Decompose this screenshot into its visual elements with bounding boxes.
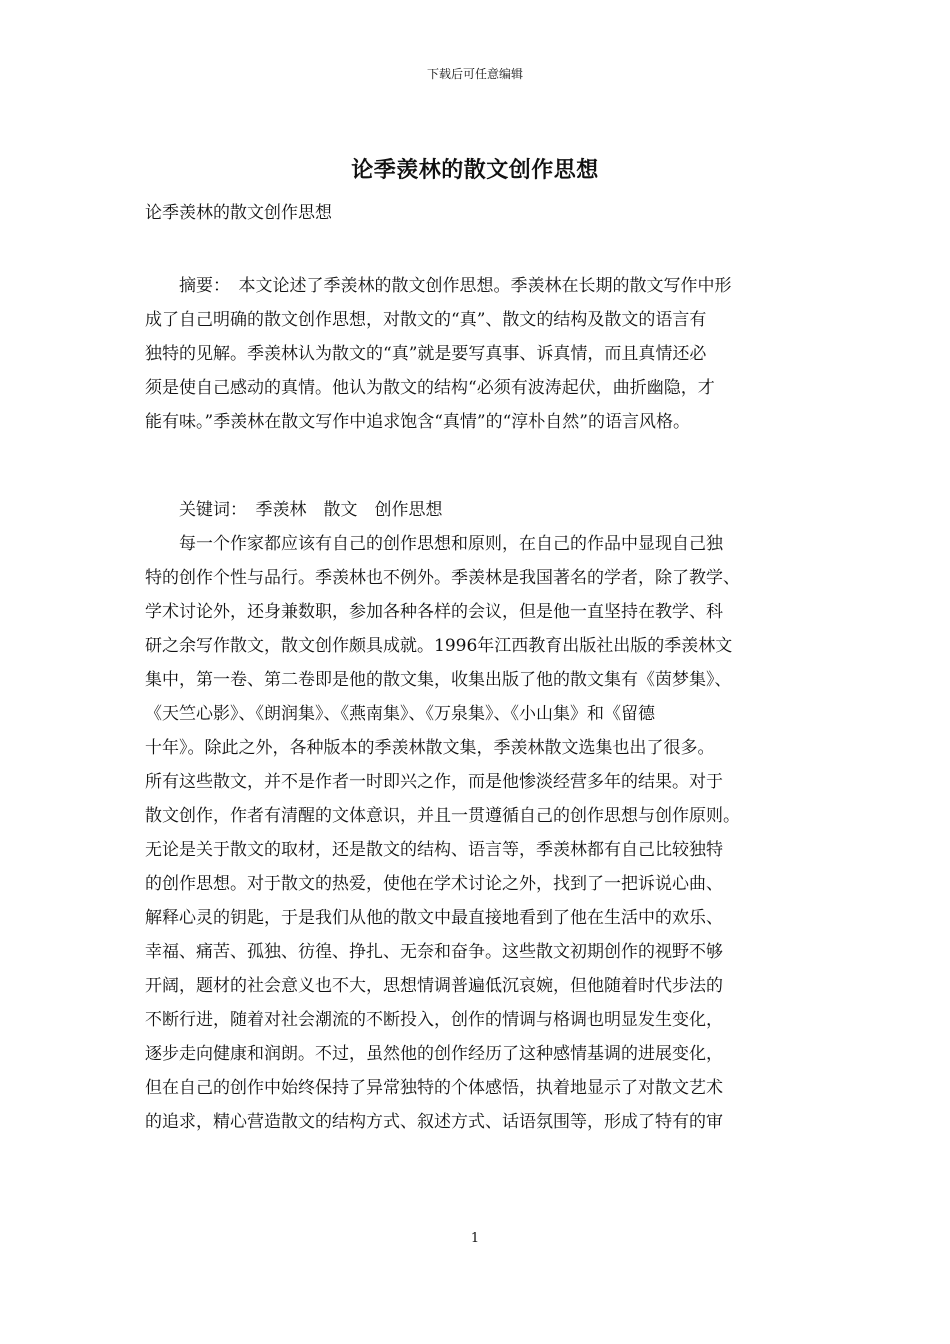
abstract-line: 成了自己明确的散文创作思想，对散文的“真”、散文的结构及散文的语言有 — [145, 310, 707, 330]
page-header: 下载后可任意编辑 — [426, 67, 523, 81]
document-subtitle: 论季羡林的散文创作思想 — [145, 203, 332, 223]
abstract-line: 摘要： 本文论述了季羡林的散文创作思想。季羡林在长期的散文写作中形 — [145, 276, 732, 296]
body-line: 的创作思想。对于散文的热爱，使他在学术讨论之外，找到了一把诉说心曲、 — [145, 874, 723, 894]
body-line: 散文创作，作者有清醒的文体意识，并且一贯遵循自己的创作思想与创作原则。 — [145, 806, 740, 826]
body-line: 所有这些散文，并不是作者一时即兴之作，而是他惨淡经营多年的结果。对于 — [145, 772, 723, 792]
body-line: 但在自己的创作中始终保持了异常独特的个体感悟，执着地显示了对散文艺术 — [145, 1078, 723, 1098]
body-line: 开阔，题材的社会意义也不大，思想情调普遍低沉哀婉，但他随着时代步法的 — [145, 976, 723, 996]
abstract-paragraph — [145, 269, 810, 439]
body-line: 的追求，精心营造散文的结构方式、叙述方式、话语氛围等，形成了特有的审 — [145, 1112, 723, 1132]
abstract-line: 能有味。”季羡林在散文写作中追求饱含“真情”的“淳朴自然”的语言风格。 — [145, 412, 690, 432]
keywords-text: 关键词： 季羡林 散文 创作思想 — [145, 500, 443, 520]
abstract-line: 独特的见解。季羡林认为散文的“真”就是要写真事、诉真情，而且真情还必 — [145, 344, 707, 364]
document-title: 论季羡林的散文创作思想 — [351, 157, 599, 183]
body-line: 十年》。除此之外，各种版本的季羡林散文集，季羡林散文选集也出了很多。 — [145, 738, 715, 758]
abstract-line: 须是使自己感动的真情。他认为散文的结构“必须有波涛起伏，曲折幽隐，才 — [145, 378, 715, 398]
body-line: 《天竺心影》、《朗润集》、《燕南集》、《万泉集》、《小山集》和《留德 — [145, 704, 655, 724]
body-paragraph — [145, 527, 810, 1139]
body-line: 特的创作个性与品行。季羡林也不例外。季羡林是我国著名的学者，除了教学、 — [145, 568, 740, 588]
body-line: 集中，第一卷、第二卷即是他的散文集，收集出版了他的散文集有《茵梦集》、 — [145, 670, 732, 690]
page-number: 1 — [470, 1231, 480, 1246]
body-line: 学术讨论外，还身兼数职，参加各种各样的会议，但是他一直坚持在教学、科 — [145, 602, 723, 622]
body-line: 每一个作家都应该有自己的创作思想和原则，在自己的作品中显现自己独 — [145, 534, 723, 554]
body-line: 逐步走向健康和润朗。不过，虽然他的创作经历了这种感情基调的进展变化， — [145, 1044, 723, 1064]
body-line: 无论是关于散文的取材，还是散文的结构、语言等，季羡林都有自己比较独特 — [145, 840, 723, 860]
body-line: 幸福、痛苦、孤独、彷徨、挣扎、无奈和奋争。这些散文初期创作的视野不够 — [145, 942, 723, 962]
body-line: 解释心灵的钥匙，于是我们从他的散文中最直接地看到了他在生活中的欢乐、 — [145, 908, 723, 928]
keywords-line — [145, 493, 810, 527]
body-line: 研之余写作散文，散文创作颇具成就。1996年江西教育出版社出版的季羡林文 — [145, 636, 733, 656]
body-line: 不断行进，随着对社会潮流的不断投入，创作的情调与格调也明显发生变化， — [145, 1010, 723, 1030]
